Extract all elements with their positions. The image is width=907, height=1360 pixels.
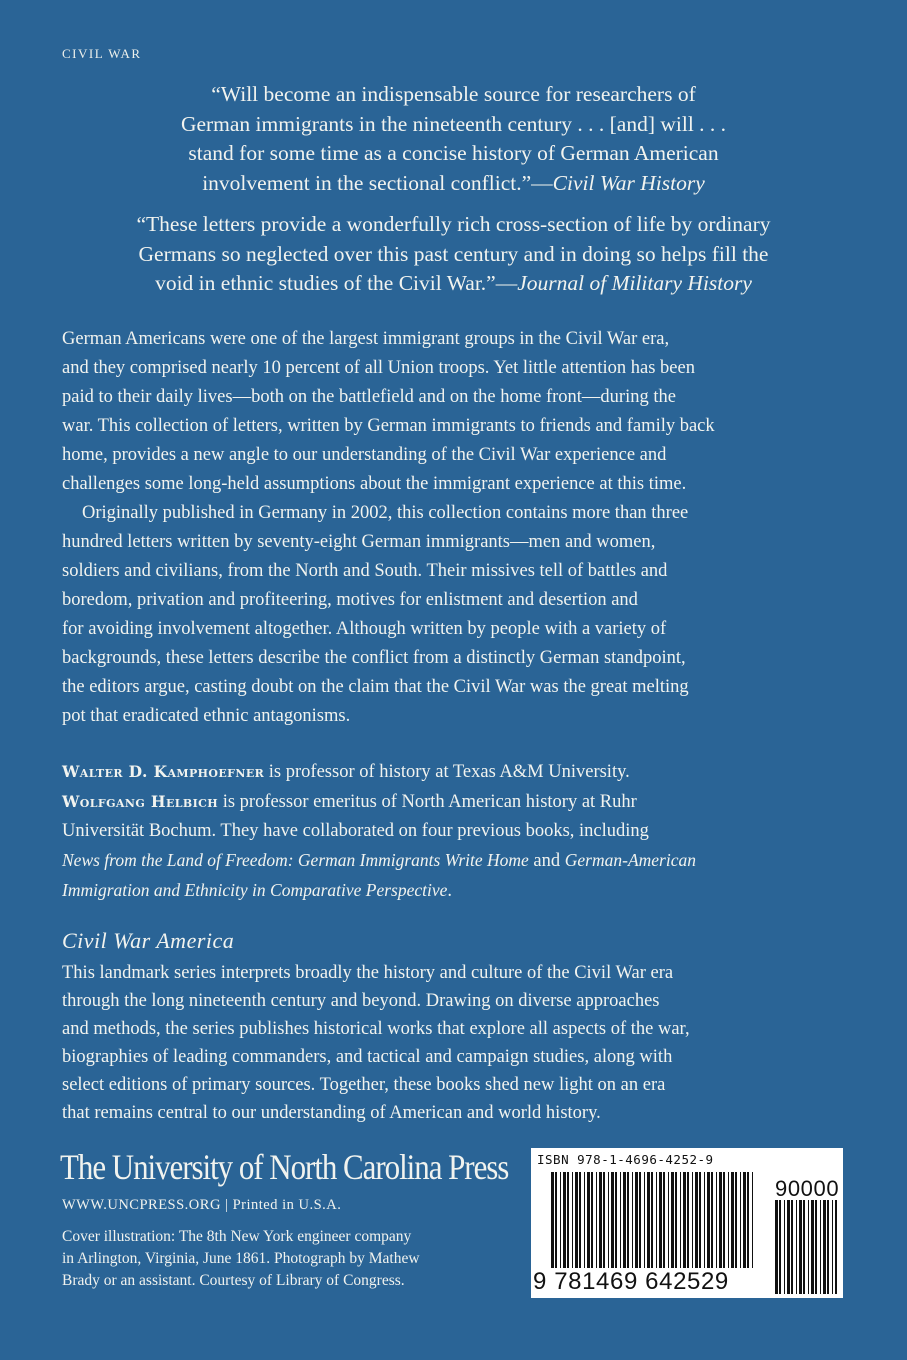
description-line: pot that eradicated ethnic antagonisms. bbox=[62, 706, 351, 726]
description-line: boredom, privation and profiteering, motives for enlistment and desertion and bbox=[62, 590, 638, 610]
description-line: backgrounds, these letters describe the conflict from a distinctly German standpoint, bbox=[62, 648, 686, 668]
description-line: for avoiding involvement altogether. Although written by people with a variety of bbox=[62, 619, 667, 639]
author-line: Wolfgang Helbich is professor emeritus of North American history at Ruhr bbox=[62, 792, 637, 812]
author-name-1: Walter D. Kamphoefner bbox=[62, 762, 265, 781]
isbn-label: ISBN 978-1-4696-4252-9 bbox=[537, 1152, 714, 1167]
publisher-info bbox=[62, 1197, 341, 1214]
printed-in: Printed in U.S.A. bbox=[232, 1197, 342, 1213]
description-line: the editors argue, casting doubt on the claim that the Civil War was the great melting bbox=[62, 677, 689, 697]
description-line: home, provides a new angle to our understanding of the Civil War experience and bbox=[62, 445, 667, 465]
quote-line: Germans so neglected over this past century and in doing so helps fill the bbox=[138, 241, 769, 266]
description-line: and they comprised nearly 10 percent of all Union troops. Yet little attention has been bbox=[62, 358, 695, 378]
category-label: CIVIL WAR bbox=[62, 46, 142, 61]
quote-source: Civil War History bbox=[552, 170, 705, 195]
author-line: Universität Bochum. They have collaborated on four previous books, including bbox=[62, 821, 649, 841]
barcode-panel bbox=[531, 1148, 843, 1298]
barcode-addon-digits: 90000 bbox=[775, 1176, 840, 1201]
quote-line: stand for some time as a concise history of German American bbox=[188, 141, 719, 165]
description-line: war. This collection of letters, written by German immigrants to friends and family back bbox=[62, 416, 715, 436]
credit-line: Brady or an assistant. Courtesy of Library of Congress. bbox=[62, 1272, 405, 1289]
quote-source: Journal of Military History bbox=[517, 271, 752, 295]
publisher-website: WWW.UNCPRESS.ORG bbox=[62, 1197, 221, 1213]
quote-line: involvement in the sectional conflict.”—Civil War History bbox=[202, 170, 705, 195]
series-line: that remains central to our understanding of American and world history. bbox=[62, 1103, 601, 1123]
blurb-quote-1 bbox=[40, 80, 867, 198]
description-line: Originally published in Germany in 2002, this collection contains more than three bbox=[82, 503, 689, 523]
book-title-2: German-American bbox=[564, 850, 696, 870]
series-line: This landmark series interprets broadly the history and culture of the Civil War era bbox=[62, 963, 674, 983]
author-bios bbox=[62, 757, 852, 906]
book-description bbox=[62, 325, 852, 731]
description-line: challenges some long-held assumptions about the immigrant experience at this time. bbox=[62, 474, 687, 494]
quote-line: “These letters provide a wonderfully rich cross-section of life by ordinary bbox=[136, 212, 771, 236]
quote-line: “Will become an indispensable source for researchers of bbox=[211, 82, 696, 106]
separator: | bbox=[225, 1197, 229, 1213]
series-line: and methods, the series publishes historical works that explore all aspects of the war, bbox=[62, 1019, 690, 1039]
author-name-2: Wolfgang Helbich bbox=[62, 792, 219, 811]
barcode-digits: 9 781469 642529 bbox=[533, 1268, 729, 1295]
credit-line: Cover illustration: The 8th New York engineer company bbox=[62, 1228, 412, 1245]
credit-line: in Arlington, Virginia, June 1861. Photograph by Mathew bbox=[62, 1250, 420, 1267]
cover-credit bbox=[62, 1226, 522, 1292]
author-line: News from the Land of Freedom: German Immigrants Write Home and German-American bbox=[62, 850, 696, 871]
quote-line: void in ethnic studies of the Civil War.”—Journal of Military History bbox=[155, 271, 752, 295]
author-line: Walter D. Kamphoefner is professor of history at Texas A&M University. bbox=[62, 762, 630, 782]
series-line: biographies of leading commanders, and tactical and campaign studies, along with bbox=[62, 1047, 673, 1067]
publisher-name: The University of North Carolina Press bbox=[60, 1147, 509, 1187]
description-line: paid to their daily lives—both on the battlefield and on the home front—during the bbox=[62, 387, 676, 407]
description-line: hundred letters written by seventy-eight German immigrants—men and women, bbox=[62, 532, 656, 552]
series-description bbox=[62, 959, 852, 1127]
book-title-1: News from the Land of Freedom: German Immigrants Write Home bbox=[62, 850, 529, 870]
series-line: select editions of primary sources. Together, these books shed new light on an era bbox=[62, 1075, 666, 1095]
blurb-quote-2 bbox=[40, 210, 867, 299]
description-line: soldiers and civilians, from the North and South. Their missives tell of battles and bbox=[62, 561, 668, 581]
series-line: through the long nineteenth century and beyond. Drawing on diverse approaches bbox=[62, 991, 660, 1011]
quote-line: German immigrants in the nineteenth century . . . [and] will . . . bbox=[180, 111, 727, 136]
series-title: Civil War America bbox=[62, 928, 235, 953]
description-line: German Americans were one of the largest immigrant groups in the Civil War era, bbox=[62, 329, 670, 349]
author-line: Immigration and Ethnicity in Comparative Perspective. bbox=[62, 880, 453, 901]
book-title-2-cont: Immigration and Ethnicity in Comparative Perspective bbox=[62, 880, 448, 900]
